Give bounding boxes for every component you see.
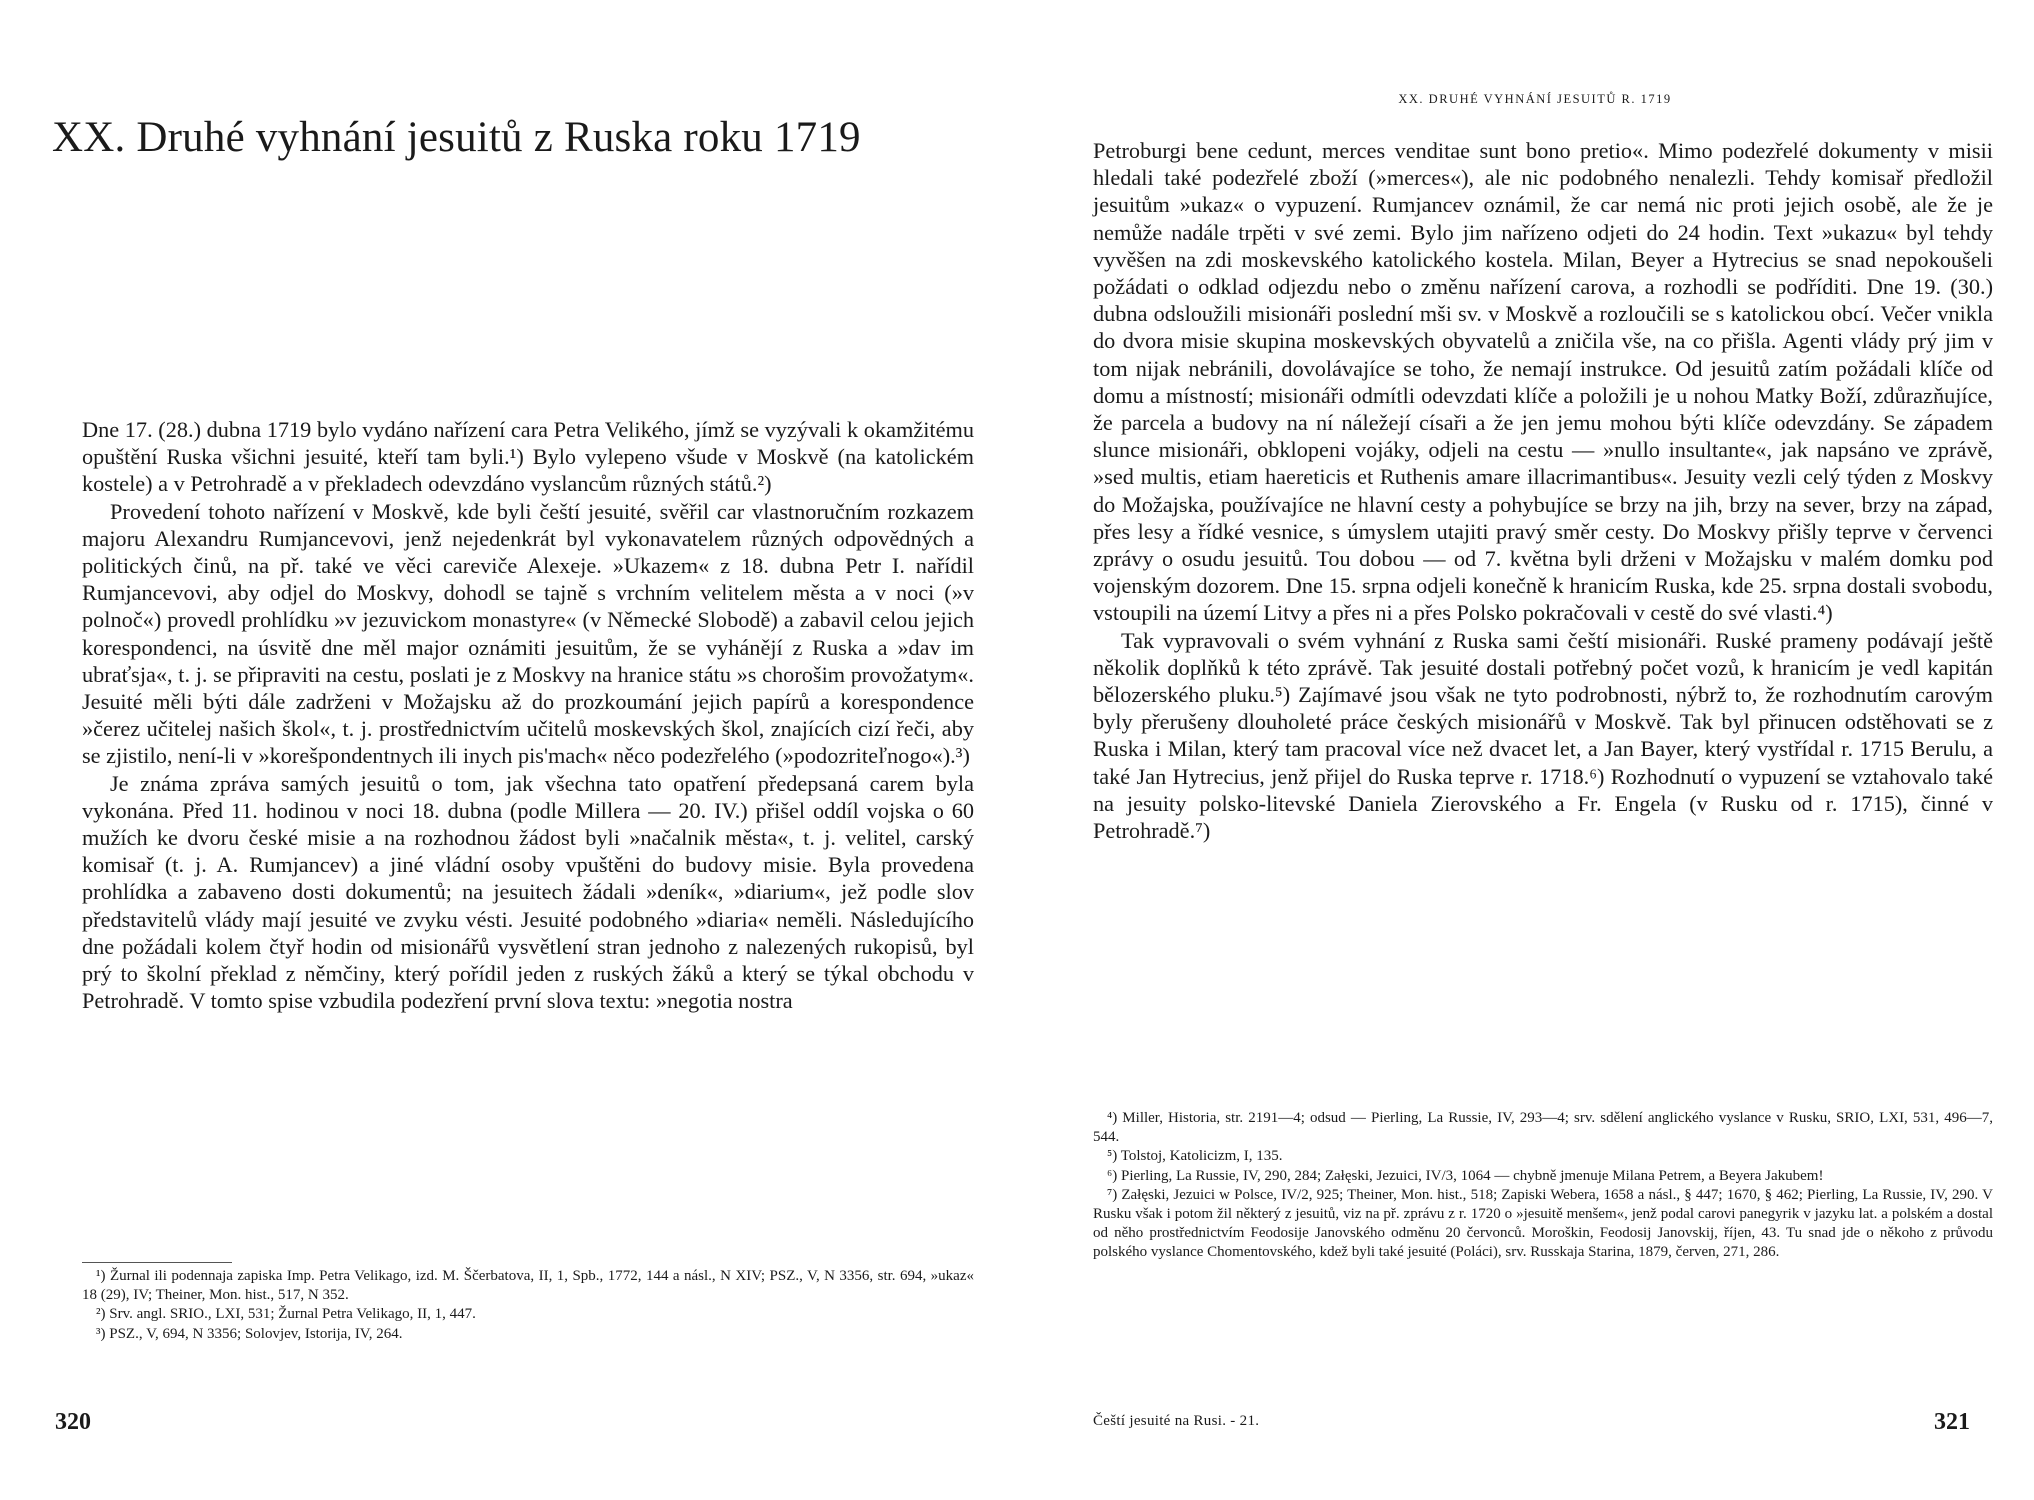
left-footnotes — [82, 1262, 974, 1344]
paragraph: Petroburgi bene cedunt, merces venditae sunt bono pretio«. Mimo podezřelé dokumenty v misii hledali také podezřelé zboží (»merces«), ale nic podobného nenalezli. Tehdy komisař předložil jesuitům »ukaz« o vypuzení. Rumjancev oznámil, že car nemá nic proti jejich osobě, ale že je nemůže nadále trpěti v své zemi. Bylo jim nařízeno odjeti do 24 hodin. Text »ukazu« byl tehdy vyvěšen na zdi moskevského katolického kostela. Milan, Beyer a Hytrecius se snad nepokoušeli požádati o odklad odjezdu nebo o změnu nařízení carova, a rozhodli se podříditi. Dne 19. (30.) dubna odsloužili misionáři poslední mši sv. v Moskvě a rozloučili se s katolickou obcí. Večer vnikla do dvora misie skupina moskevských obyvatelů a zničila vše, na co přišla. Agenti vlády prý jim v tom nijak nebránili, dovolávajíce se toho, že nemají instrukce. Od jesuitů zatím požádali klíče od domu a místností; misionáři odmítli odevzdati klíče a položili je u nohou Matky Boží, zdůrazňujíce, že parcela a budovy na ní náležejí císaři a že jen jemu mohou býti klíče odevzdány. Se západem slunce misionáři, obklopeni vojáky, odjeli na cestu — »nullo insultante«, jak napsáno ve zprávě, »sed multis, etiam haereticis et Ruthenis amare illacrimantibus«. Jesuity vezli celý týden z Moskvy do Možajska, používajíce ne hlavní cesty a pohybujíce se brzy na jih, brzy na sever, brzy na západ, přes lesy a řídké vesnice, s úmyslem utajiti pravý směr cesty. Do Moskvy přišly teprve v červenci zprávy o osudu jesuitů. Tou dobou — od 7. května byli drženi v Možajsku v malém domku pod vojenským dozorem. Dne 15. srpna odjeli konečně k hranicím Ruska, kde 25. srpna dostali svobodu, vstoupili na území Litvy a přes ni a přes Polsko pokračovali v cestě do své vlasti.⁴) — [1093, 138, 1993, 626]
footnote: ⁷) Załęski, Jezuici w Polsce, IV/2, 925; Theiner, Mon. hist., 518; Zapiski Webera, 1658 a násl., § 447; 1670, § 462; Pierling, La Russie, IV, 290. V Rusku však i potom žil některý z jesuitů, viz na př. zprávu z r. 1720 o »jesuitě menšem«, jenž podal carovi panegyrik v jazyku lat. a polském a dostal od něho prostřednictvím Feodosije Janovského odměnu 20 červonců. Moroškin, Feodosij Janovskij, říjen, 43. Tu snad jde o někoho z průvodu polského vyslance Chomentovského, kdež byli také jesuité (Poláci), srv. Russkaja Starina, 1879, červen, 271, 286. — [1093, 1186, 1993, 1261]
footnote: ¹) Žurnal ili podennaja zapiska Imp. Petra Velikago, izd. M. Ščerbatova, II, 1, Spb., 1772, 144 a násl., N XIV; PSZ., V, N 3356, str. 694, »ukaz« 18 (29), IV; Theiner, Mon. hist., 517, N 352. — [82, 1268, 974, 1304]
paragraph: Je známa zpráva samých jesuitů o tom, jak všechna tato opatření předepsaná carem byla vykonána. Před 11. hodinou v noci 18. dubna (podle Millera — 20. IV.) přišel oddíl vojska o 60 mužích ke dvoru české misie a na rozhodnou žádost byli »načalnik města«, t. j. velitel, carský komisař (t. j. A. Rumjancev) a jiné vládní osoby vpuštěni do budovy misie. Byla provedena prohlídka a zabaveno dosti dokumentů; na jesuitech žádali »deník«, »diarium«, jež podle slov představitelů vlády mají jesuité ve zvyku vésti. Jesuité podobného »diaria« neměli. Následujícího dne požádali kolem čtyř hodin od misionářů vysvětlení stran jednoho z nalezených rukopisů, byl prý to školní překlad z němčiny, který pořídil jeden z ruských žáků a který se týkal obchodu v Petrohradě. V tomto spise vzbudila podezření první slova textu: »negotia nostra — [82, 770, 974, 1014]
paragraph: Tak vypravovali o svém vyhnání z Ruska sami čeští misionáři. Ruské prameny podávají ještě několik doplňků k této zprávě. Tak jesuité dostali potřebný počet vozů, k hranicím je vedl kapitán bělozerského pluku.⁵) Zajímavé jsou však ne tyto podrobnosti, nýbrž to, že rozhodnutím carovým byly přerušeny dlouholeté práce českých misionářů v Moskvě. Tak byl přinucen odstěhovati se z Ruska i Milan, který tam pracoval více než dvacet let, a Jan Bayer, který vystřídal r. 1715 Berulu, a také Jan Hytrecius, jenž přijel do Ruska teprve r. 1718.⁶) Rozhodnutí o vypuzení se vztahovalo také na jesuity polsko-litevské Daniela Zierovského a Fr. Engela (v Rusku od r. 1715), činné v Petrohradě.⁷) — [1093, 627, 1993, 844]
footnote: ²) Srv. angl. SRIO., LXI, 531; Žurnal Petra Velikago, II, 1, 447. — [96, 1306, 476, 1323]
page-number-right: 321 — [1934, 1409, 1970, 1435]
right-footnotes — [1093, 1109, 1993, 1263]
running-head: XX. DRUHÉ VYHNÁNÍ JESUITŮ R. 1719 — [1398, 92, 1672, 106]
footnote: ⁵) Tolstoj, Katolicizm, I, 135. — [1107, 1148, 1283, 1165]
footnote: ⁶) Pierling, La Russie, IV, 290, 284; Załęski, Jezuici, IV/3, 1064 — chybně jmenuje Milana Petrem, a Beyera Jakubem! — [1107, 1167, 1824, 1184]
footnote: ³) PSZ., V, 694, N 3356; Solovjev, Istorija, IV, 264. — [96, 1325, 403, 1342]
page-number-left: 320 — [55, 1409, 91, 1435]
chapter-title: XX. Druhé vyhnání jesuitů z Ruska roku 1719 — [52, 114, 861, 161]
paragraph: Dne 17. (28.) dubna 1719 bylo vydáno nařízení cara Petra Velikého, jímž se vyzývali k okamžitému opuštění Ruska všichni jesuité, kteří tam byli.¹) Bylo vylepeno všude v Moskvě (na katolickém kostele) a v Petrohradě a v překladech odevzdáno vyslancům různých států.²) — [82, 417, 974, 497]
signature-mark: Čeští jesuité na Rusi. - 21. — [1093, 1413, 1260, 1429]
footnote: ⁴) Miller, Historia, str. 2191—4; odsud — Pierling, La Russie, IV, 293—4; srv. sdělení anglického vyslance v Rusku, SRIO, LXI, 531, 496—7, 544. — [1093, 1110, 1993, 1146]
left-body-text — [82, 416, 974, 1014]
footnote-rule — [82, 1262, 232, 1263]
right-body-text — [1093, 137, 1993, 844]
right-page — [1017, 0, 2034, 1500]
paragraph: Provedení tohoto nařízení v Moskvě, kde byli čeští jesuité, svěřil car vlastnoručním rozkazem majoru Alexandru Rumjancevovi, jenž nejedenkrát byl vykonavatelem různých odpovědných a politických činů, na př. také ve věci careviče Alexeje. »Ukazem« z 18. dubna Petr I. nařídil Rumjancevovi, aby odjel do Moskvy, dohodl se tajně s vrchním velitelem města a v noci (»v polnoč«) provedl prohlídku »v jezuvickom monastyre« (v Německé Slobodě) a zabavil celou jejich korespondenci, na úsvitě dne měl major oznámiti jesuitům, že se vyhánějí z Ruska a »dav im ubraťsja«, t. j. se připraviti na cestu, poslati je z Moskvy na hranice státu »s chorošim provožatym«. Jesuité měli býti dále zadrženi v Možajsku až do prozkoumání jejich papírů a korespondence »čerez učitelej našich škol«, t. j. prostřednictvím učitelů moskevských škol, znajících cizí řeči, aby se zjistilo, není-li v »korešpondentnych ili inych pis'mach« něco podezřelého (»podozriteľnogo«).³) — [82, 498, 974, 769]
